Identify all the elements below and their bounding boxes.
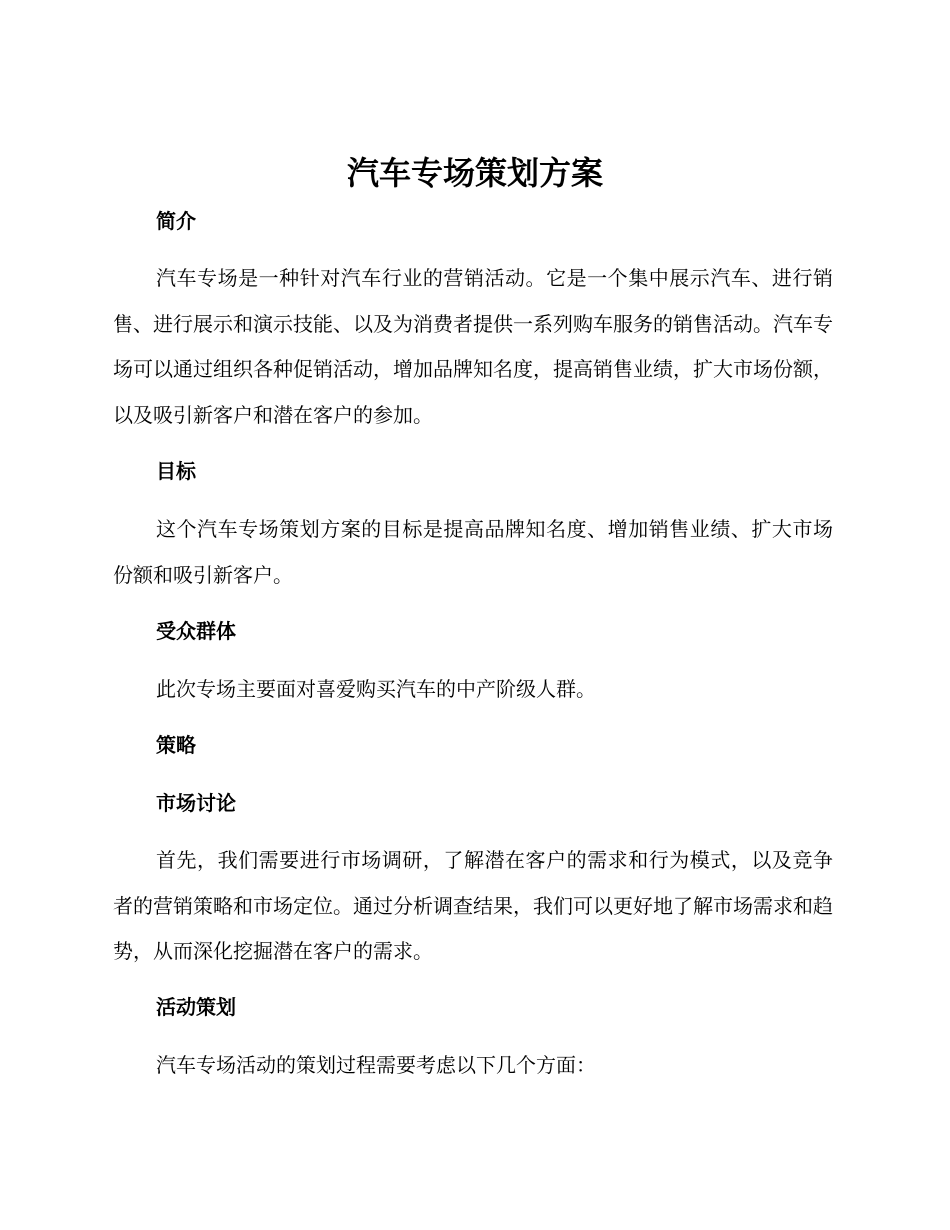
section-heading-goal: 目标 bbox=[156, 459, 196, 483]
section-paragraph-activity: 汽车专场活动的策划过程需要考虑以下几个方面： bbox=[156, 1053, 596, 1077]
document-title: 汽车专场策划方案 bbox=[346, 154, 603, 192]
section-heading-market: 市场讨论 bbox=[156, 791, 236, 815]
section-paragraph-audience: 此次专场主要面对喜爱购买汽车的中产阶级人群。 bbox=[156, 677, 596, 701]
section-heading-activity: 活动策划 bbox=[156, 995, 236, 1019]
section-paragraph-intro: 汽车专场是一种针对汽车行业的营销活动。它是一个集中展示汽车、进行销售、进行展示和演示技能、以及为消费者提供一系列购车服务的销售活动。汽车专场可以通过组织各种促销活动，增加品牌知名度，提高销售业绩，扩大市场份额，以及吸引新客户和潜在客户的参加。 bbox=[113, 266, 833, 427]
section-heading-audience: 受众群体 bbox=[156, 619, 236, 643]
section-paragraph-goal: 这个汽车专场策划方案的目标是提高品牌知名度、增加销售业绩、扩大市场份额和吸引新客户。 bbox=[113, 517, 833, 587]
section-heading-strategy: 策略 bbox=[156, 733, 196, 757]
section-paragraph-market: 首先，我们需要进行市场调研，了解潜在客户的需求和行为模式，以及竞争者的营销策略和市场定位。通过分析调查结果，我们可以更好地了解市场需求和趋势，从而深化挖掘潜在客户的需求。 bbox=[113, 848, 833, 963]
section-heading-intro: 简介 bbox=[156, 209, 196, 233]
